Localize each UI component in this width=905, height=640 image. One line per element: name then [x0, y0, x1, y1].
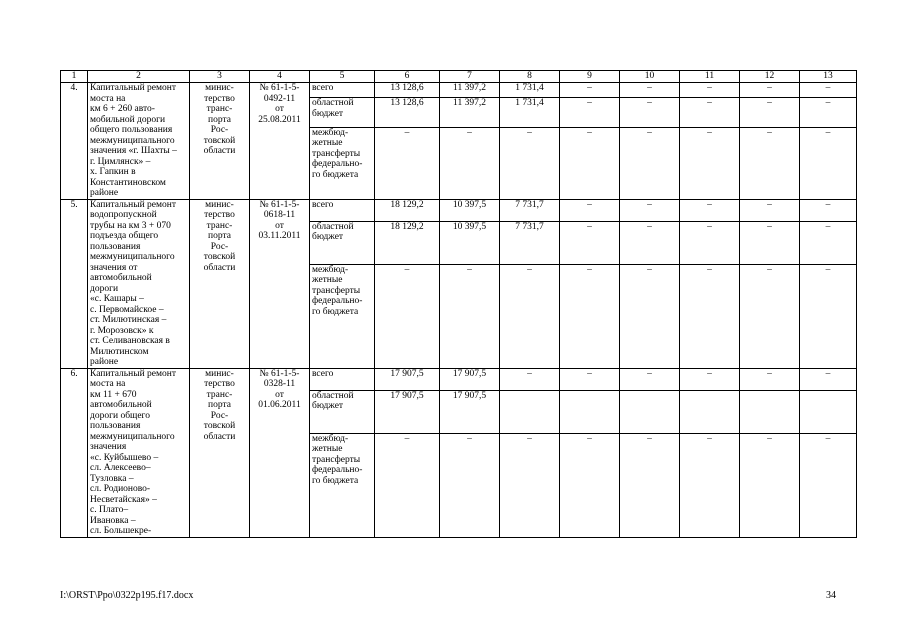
value-cell: –	[560, 199, 620, 221]
value-cell: –	[740, 221, 800, 264]
value-cell: –	[620, 83, 680, 98]
funding-source: областной бюджет	[310, 221, 375, 264]
value-cell	[620, 390, 680, 433]
value-cell: –	[500, 264, 560, 368]
value-cell: –	[740, 433, 800, 537]
value-cell: 10 397,5	[440, 199, 500, 221]
funding-source: областной бюджет	[310, 390, 375, 433]
customer: минис- терство транс- порта Рос- товской области	[190, 199, 250, 368]
header-cell: 7	[440, 71, 500, 83]
value-cell: 18 129,2	[375, 221, 440, 264]
table-row	[61, 83, 857, 98]
funding-source: межбюд- жетные трансферты федерально- го бюджета	[310, 127, 375, 199]
value-cell: –	[740, 127, 800, 199]
value-cell: –	[620, 199, 680, 221]
value-cell: –	[680, 83, 740, 98]
value-cell: –	[375, 127, 440, 199]
value-cell: 7 731,7	[500, 221, 560, 264]
value-cell: –	[800, 98, 857, 127]
value-cell: –	[440, 433, 500, 537]
customer: минис- терство транс- порта Рос- товской области	[190, 83, 250, 200]
value-cell: –	[560, 264, 620, 368]
value-cell: –	[680, 199, 740, 221]
header-cell: 2	[88, 71, 190, 83]
header-cell: 10	[620, 71, 680, 83]
value-cell: –	[560, 221, 620, 264]
value-cell: –	[440, 264, 500, 368]
value-cell: 11 397,2	[440, 83, 500, 98]
value-cell: –	[500, 433, 560, 537]
value-cell: –	[500, 368, 560, 390]
funding-source: всего	[310, 199, 375, 221]
contract: № 61-1-5- 0618-11 от 03.11.2011	[250, 199, 310, 368]
value-cell	[740, 390, 800, 433]
value-cell: 1 731,4	[500, 98, 560, 127]
value-cell: –	[800, 199, 857, 221]
value-cell: –	[560, 98, 620, 127]
page-number: 34	[826, 590, 836, 601]
value-cell: –	[740, 199, 800, 221]
value-cell: 13 128,6	[375, 98, 440, 127]
funding-source: всего	[310, 368, 375, 390]
row-number: 4.	[61, 83, 88, 200]
object-name: Капитальный ремонт водопропускной трубы на км 3 + 070 подъезда общего пользования межмуниципального значения от автомобильной дороги «с. Кашары – с. Первомайское – ст. Милютинская – г. Морозовск» к ст. Селивановская в Милютинском районе	[88, 199, 190, 368]
value-cell: 10 397,5	[440, 221, 500, 264]
value-cell: 18 129,2	[375, 199, 440, 221]
value-cell: –	[740, 98, 800, 127]
value-cell: –	[680, 368, 740, 390]
value-cell: –	[620, 368, 680, 390]
value-cell: 17 907,5	[375, 368, 440, 390]
header-cell: 5	[310, 71, 375, 83]
value-cell: 17 907,5	[440, 368, 500, 390]
funding-source: областной бюджет	[310, 98, 375, 127]
value-cell: –	[620, 221, 680, 264]
header-cell: 12	[740, 71, 800, 83]
header-cell: 11	[680, 71, 740, 83]
header-cell: 13	[800, 71, 857, 83]
row-number: 6.	[61, 368, 88, 537]
value-cell: –	[620, 127, 680, 199]
value-cell: –	[800, 368, 857, 390]
header-cell: 4	[250, 71, 310, 83]
value-cell: –	[800, 221, 857, 264]
value-cell: 17 907,5	[440, 390, 500, 433]
value-cell: –	[375, 264, 440, 368]
value-cell: –	[560, 127, 620, 199]
row-number: 5.	[61, 199, 88, 368]
funding-source: межбюд- жетные трансферты федерально- го бюджета	[310, 264, 375, 368]
value-cell	[680, 390, 740, 433]
value-cell: –	[740, 264, 800, 368]
value-cell: –	[620, 98, 680, 127]
header-cell: 9	[560, 71, 620, 83]
value-cell: –	[800, 433, 857, 537]
value-cell: –	[680, 221, 740, 264]
value-cell: –	[500, 127, 560, 199]
value-cell	[500, 390, 560, 433]
value-cell: –	[800, 264, 857, 368]
value-cell: –	[800, 83, 857, 98]
value-cell: –	[800, 127, 857, 199]
value-cell: –	[560, 83, 620, 98]
footer-file-path: I:\ORST\Ppo\0322p195.f17.docx	[60, 590, 194, 601]
value-cell: –	[620, 264, 680, 368]
header-cell: 3	[190, 71, 250, 83]
table-row	[61, 199, 857, 221]
value-cell: 11 397,2	[440, 98, 500, 127]
value-cell	[800, 390, 857, 433]
table-row	[61, 368, 857, 390]
value-cell	[560, 390, 620, 433]
value-cell: –	[740, 368, 800, 390]
funding-source: межбюд- жетные трансферты федерально- го бюджета	[310, 433, 375, 537]
object-name: Капитальный ремонт моста на км 11 + 670 автомобильной дороги общего пользования межмуниципального значения «с. Куйбышево – сл. Алексеево– Тузловка – сл. Родионово- Несветайская» – с. Плато– Ивановка – сл. Большекре-	[88, 368, 190, 537]
header-cell: 1	[61, 71, 88, 83]
funding-source: всего	[310, 83, 375, 98]
value-cell: –	[680, 127, 740, 199]
value-cell: 13 128,6	[375, 83, 440, 98]
header-row	[61, 71, 857, 83]
value-cell: –	[620, 433, 680, 537]
value-cell: –	[680, 98, 740, 127]
object-name: Капитальный ремонт моста на км 6 + 260 авто- мобильной дороги общего пользования межмуниципального значения «г. Шахты – г. Цимлянск» – х. Гапкин в Константиновском районе	[88, 83, 190, 200]
value-cell: –	[740, 83, 800, 98]
value-cell: 1 731,4	[500, 83, 560, 98]
financing-table	[60, 70, 857, 538]
contract: № 61-1-5- 0492-11 от 25.08.2011	[250, 83, 310, 200]
value-cell: 7 731,7	[500, 199, 560, 221]
value-cell: –	[560, 433, 620, 537]
customer: минис- терство транс- порта Рос- товской области	[190, 368, 250, 537]
value-cell: –	[440, 127, 500, 199]
value-cell: 17 907,5	[375, 390, 440, 433]
value-cell: –	[375, 433, 440, 537]
header-cell: 8	[500, 71, 560, 83]
value-cell: –	[560, 368, 620, 390]
value-cell: –	[680, 433, 740, 537]
value-cell: –	[680, 264, 740, 368]
header-cell: 6	[375, 71, 440, 83]
contract: № 61-1-5- 0328-11 от 01.06.2011	[250, 368, 310, 537]
